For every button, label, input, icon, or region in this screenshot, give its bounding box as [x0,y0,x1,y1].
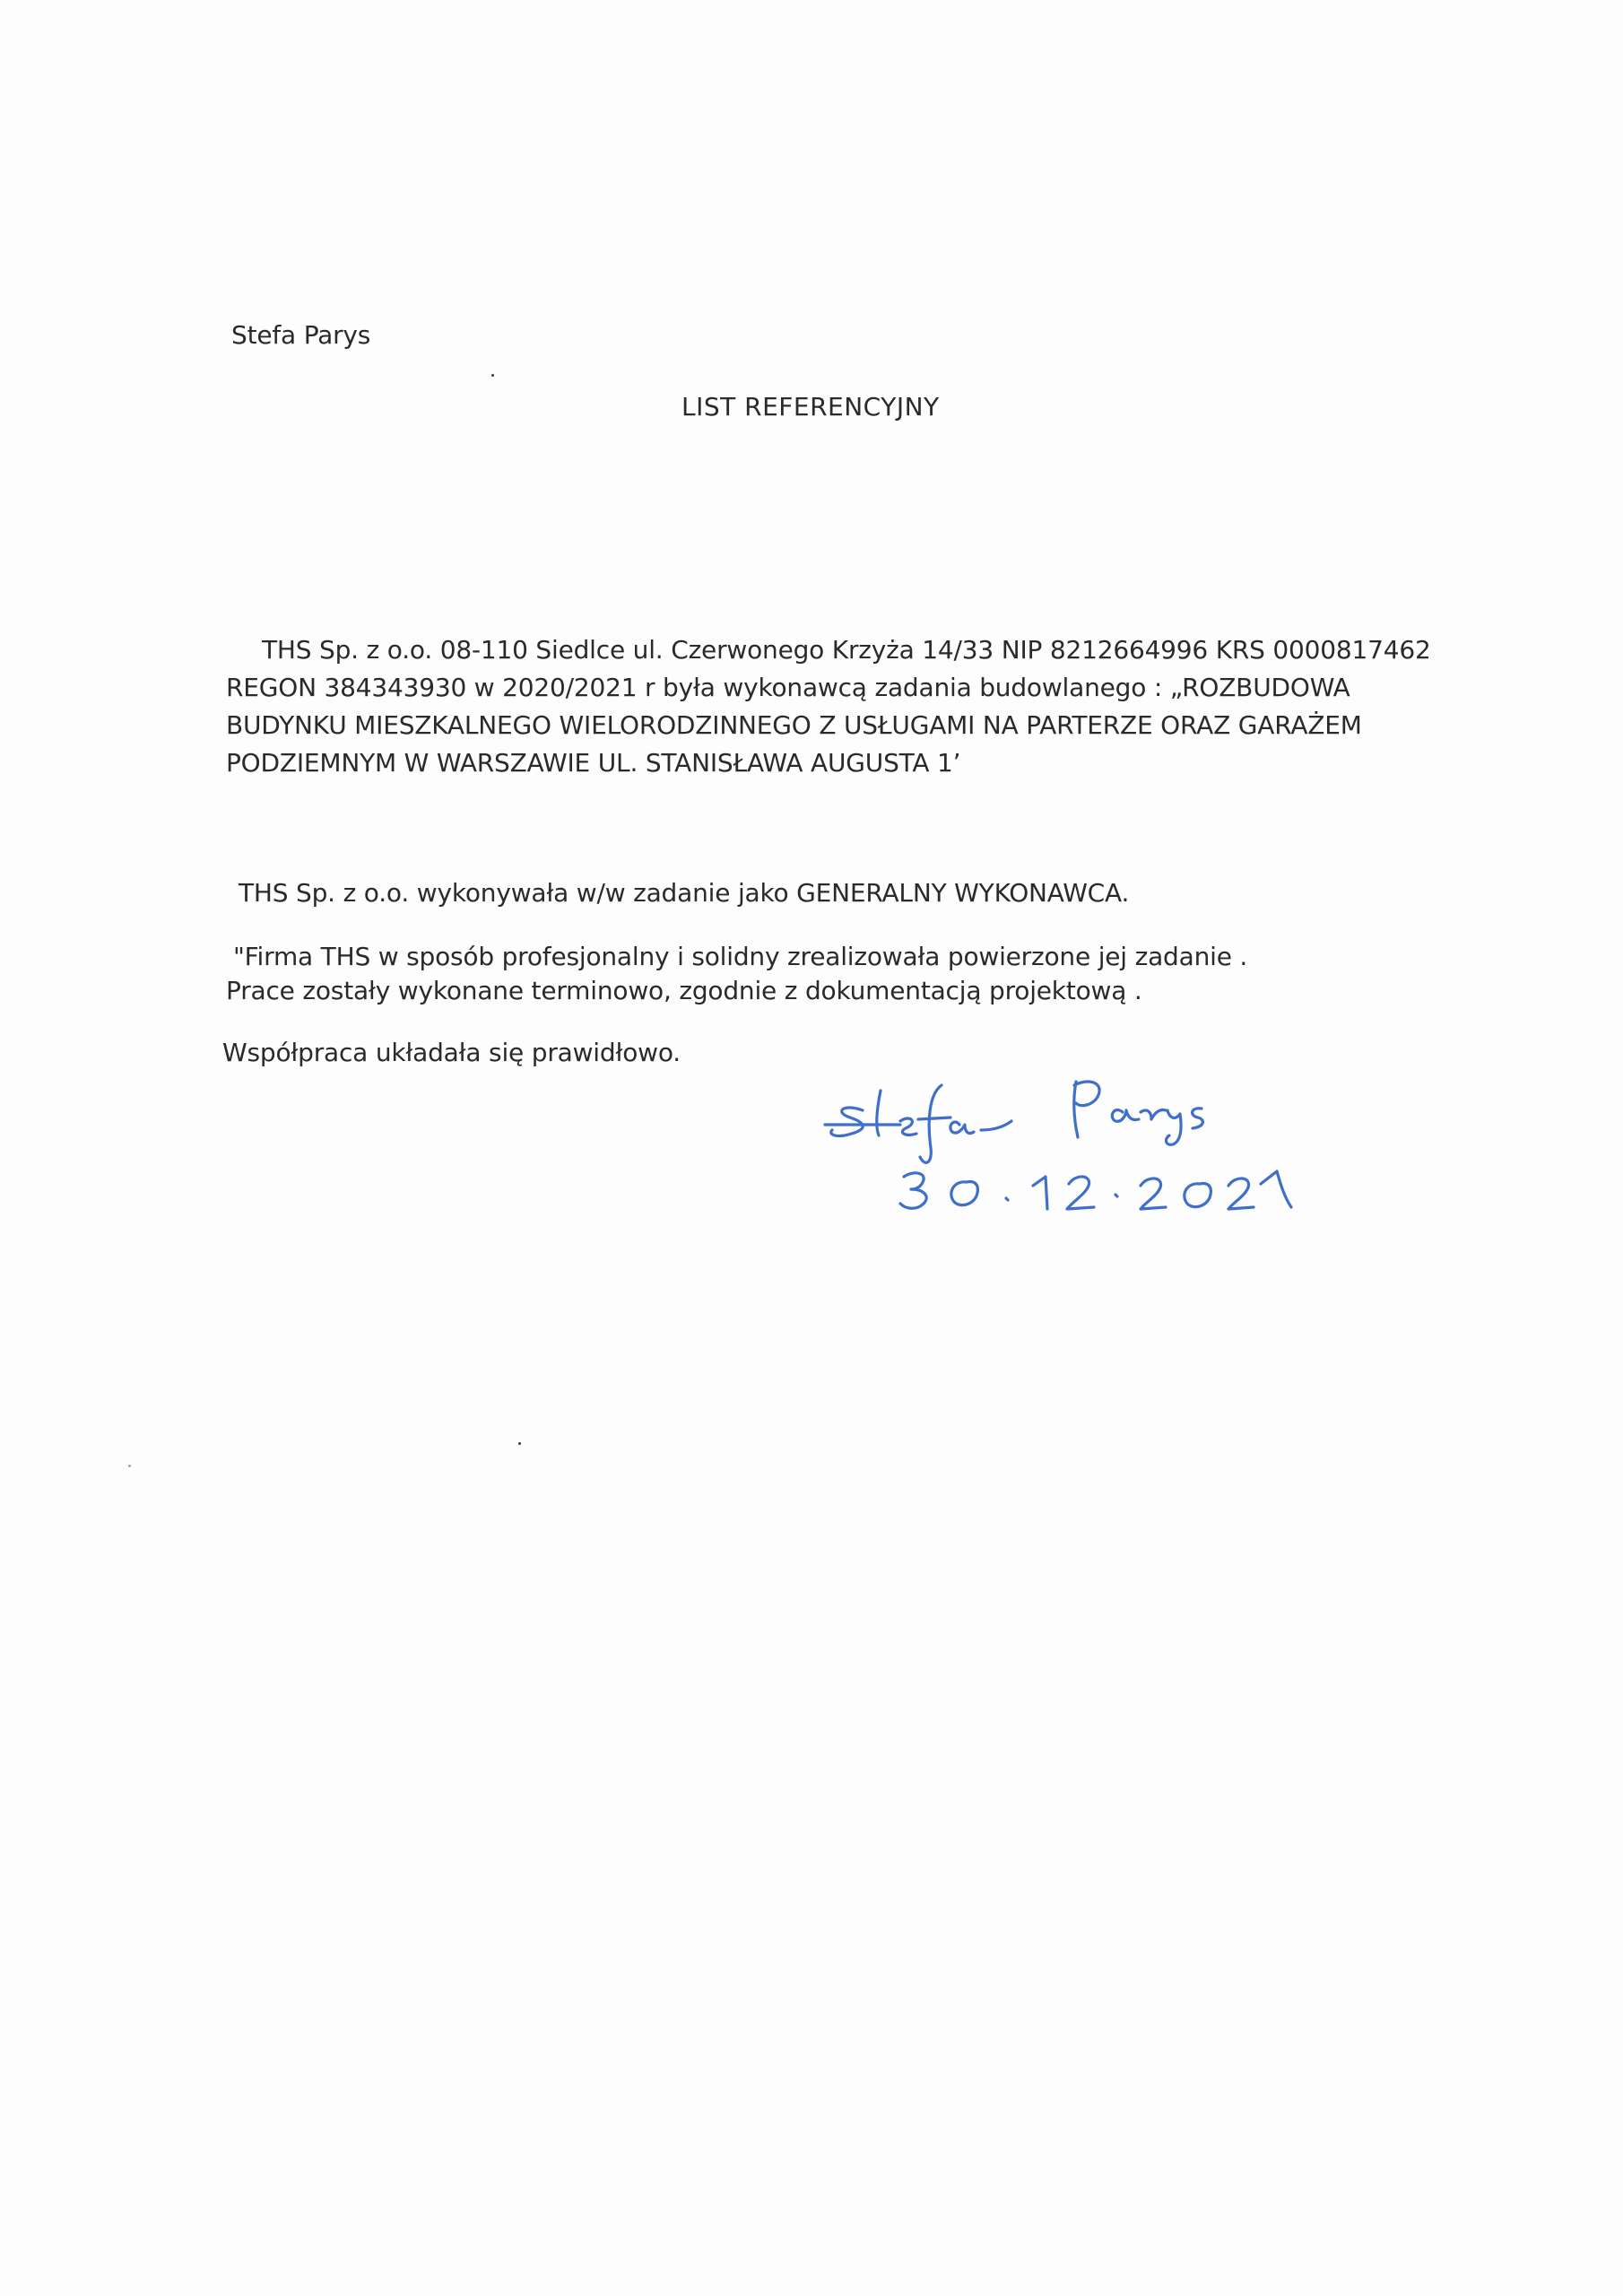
speck [491,374,494,377]
paragraph-line: THS Sp. z o.o. 08-110 Siedlce ul. Czerwonego Krzyża 14/33 NIP 8212664996 KRS 0000817462 [262,635,1431,665]
paragraph-line: BUDYNKU MIESZKALNEGO WIELORODZINNEGO Z USŁUGAMI NA PARTERZE ORAZ GARAŻEM [226,710,1362,740]
paragraph-line: PODZIEMNYM W WARSZAWIE UL. STANISŁAWA AUGUSTA 1’ [226,748,961,778]
author-name: Stefa Parys [231,320,371,350]
speck [518,1442,521,1445]
paragraph-line: "Firma THS w sposób profesjonalny i solidny zrealizowała powierzone jej zadanie . [233,942,1248,971]
paragraph-contractor-info [226,631,1431,782]
paragraph-line: REGON 384343930 w 2020/2021 r była wykonawcą zadania budowlanego : „ROZBUDOWA [226,673,1350,702]
paragraph-cooperation: Współpraca układała się prawidłowo. [222,1038,681,1067]
handwritten-signature [807,1058,1399,1256]
paragraph-general-contractor: THS Sp. z o.o. wykonywała w/w zadanie jako GENERALNY WYKONAWCA. [239,878,1130,908]
paragraph-line: Prace zostały wykonane terminowo, zgodnie z dokumentacją projektową . [226,976,1142,1005]
speck [128,1465,131,1467]
document-title: LIST REFERENCYJNY [681,392,940,422]
paragraph-assessment [226,940,1247,1008]
